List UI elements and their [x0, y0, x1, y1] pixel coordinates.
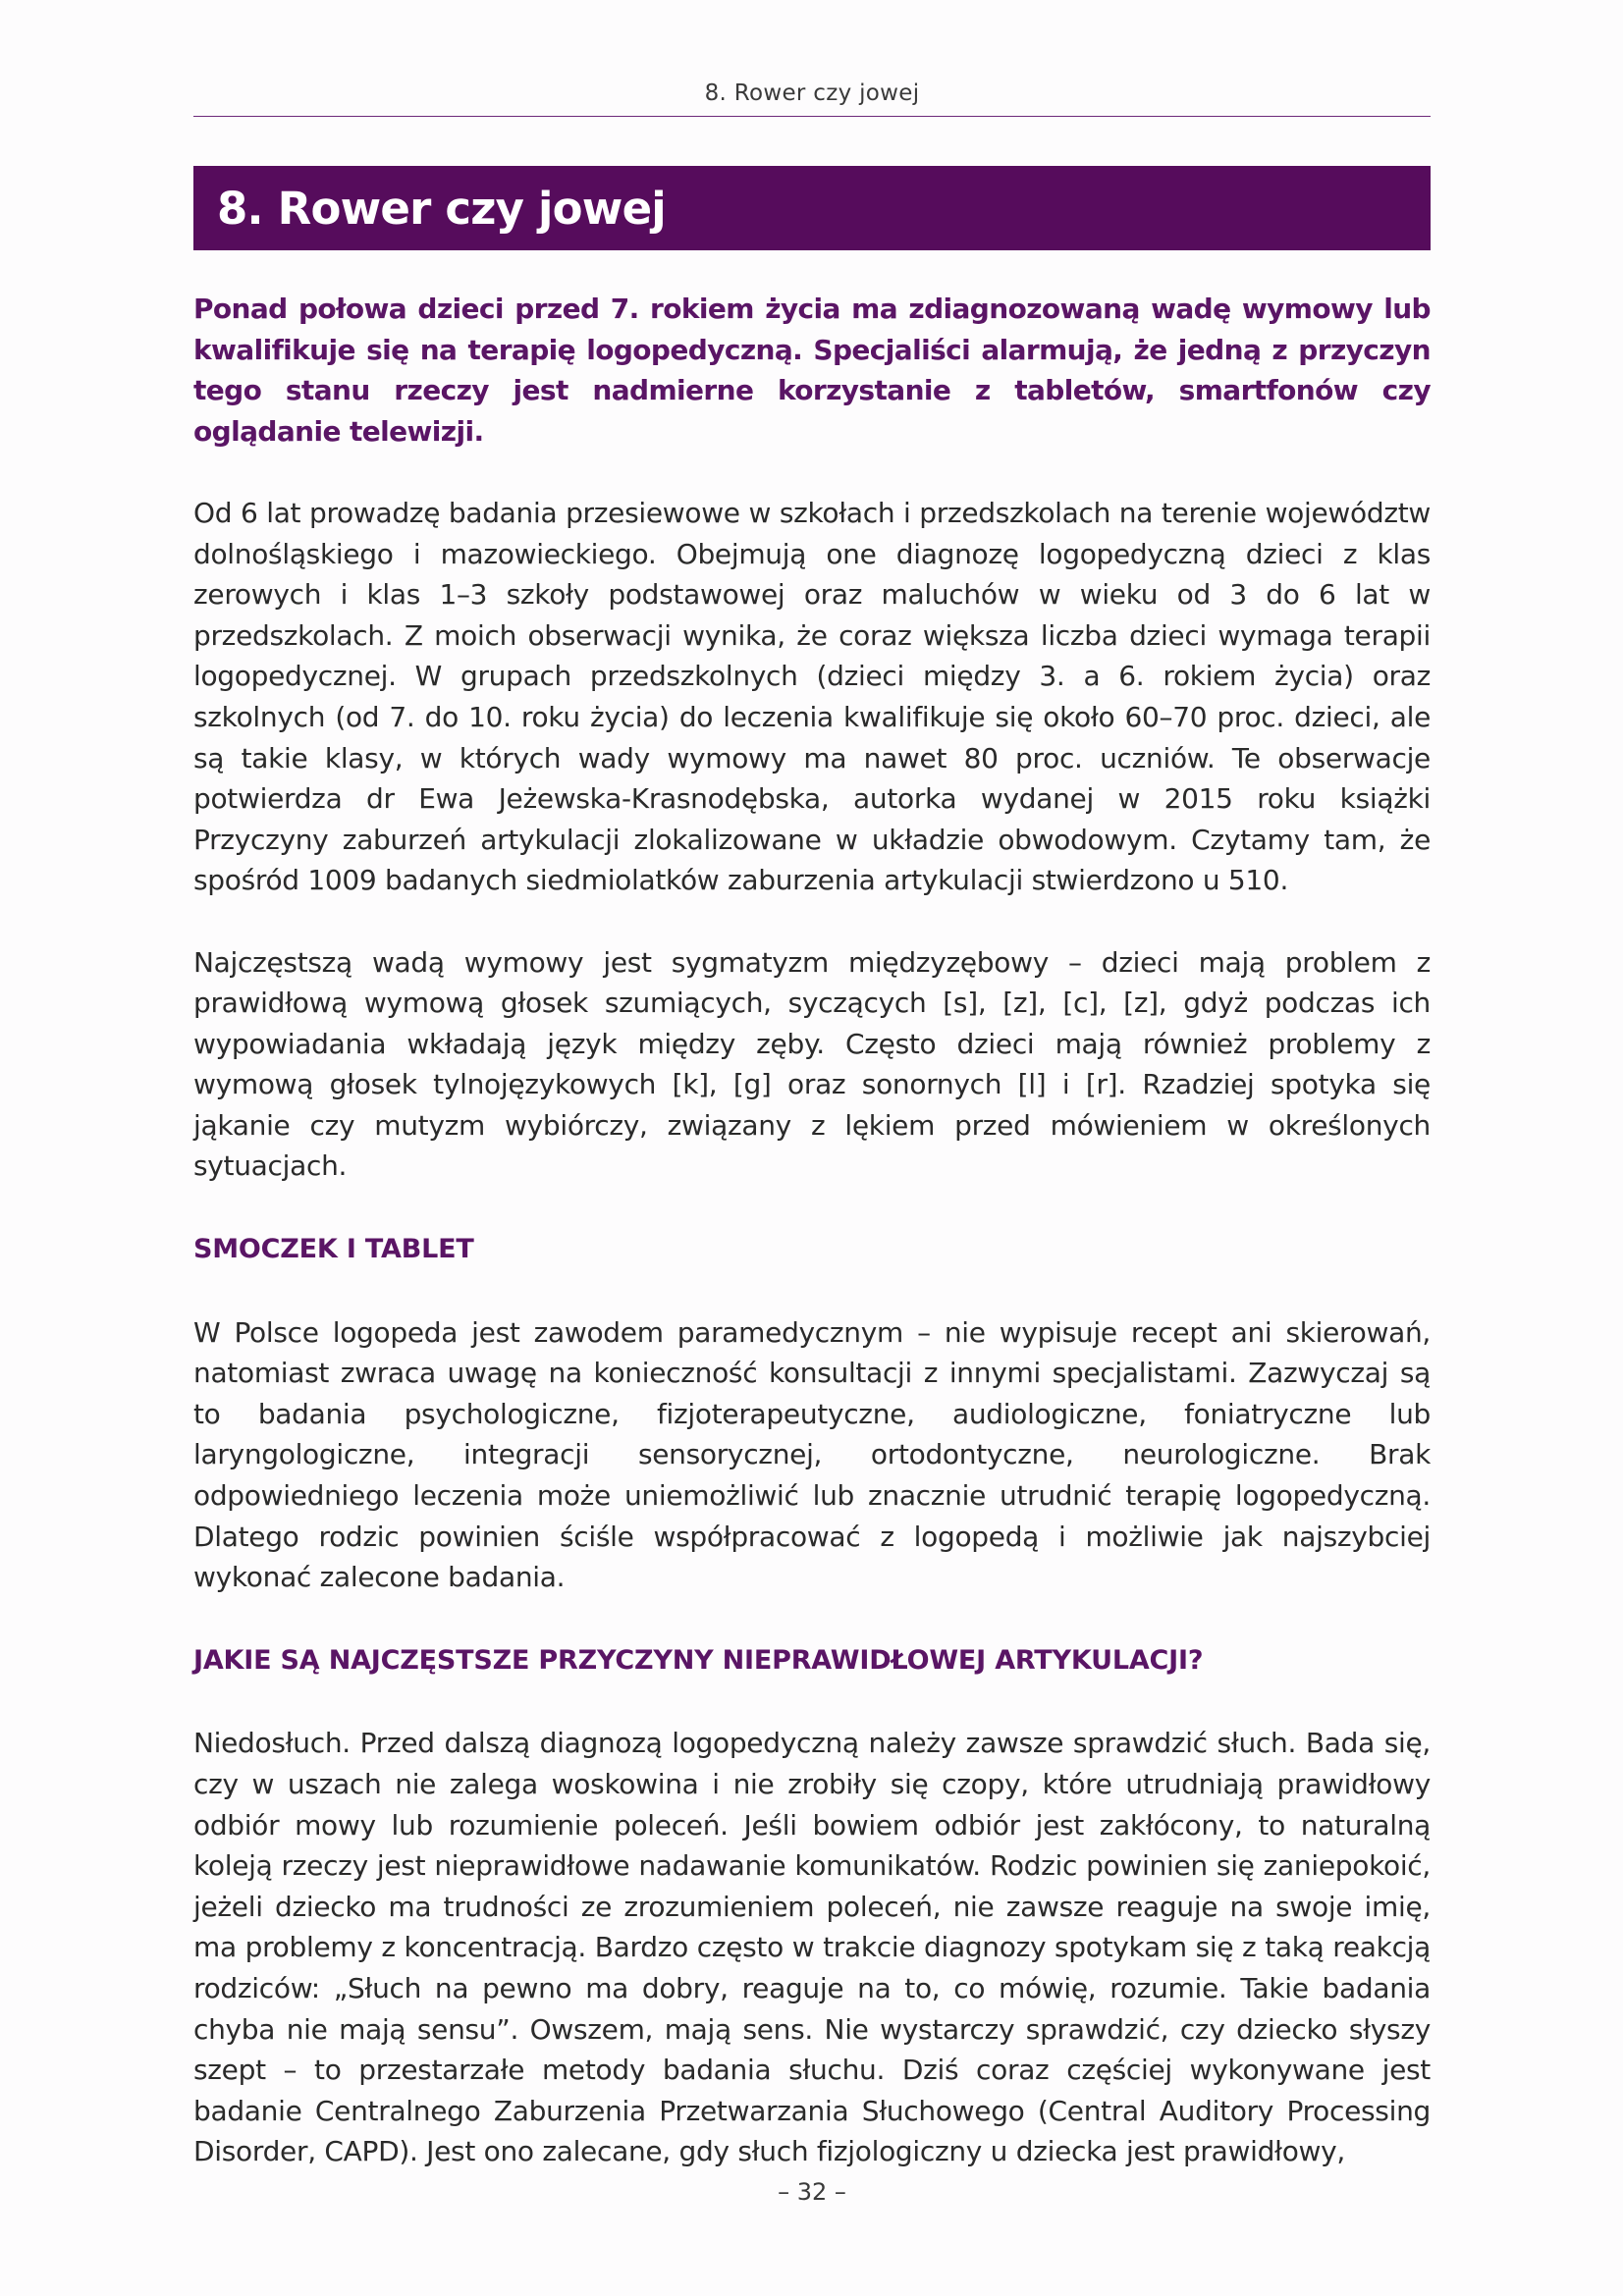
body-paragraph-2: Najczęstszą wadą wymowy jest sygmatyzm międzyzębowy – dzieci mają problem z prawidłową wymową głosek szumiących, syczących [s], [z], [c], [z], gdyż podczas ich wypowiadania wkładają język między zęby. Często dzieci mają również problemy z wymową głosek tylnojęzykowych [k], [g] oraz sonornych [l] i [r]. Rzadziej spotyka się jąkanie czy mutyzm wybiórczy, związany z lękiem przed mówieniem w określonych sytuacjach.: [193, 945, 1431, 1183]
chapter-title: 8. Rower czy jowej: [217, 182, 666, 235]
header-rule: [193, 116, 1431, 117]
page-body: [193, 289, 1431, 2172]
section-paragraph-przyczyny: Niedosłuch. Przed dalszą diagnozą logopedyczną należy zawsze sprawdzić słuch. Bada się, czy w uszach nie zalega woskowina i nie zrobiły się czopy, które utrudniają prawidłowy odbiór mowy lub rozumienie poleceń. Jeśli bowiem odbiór jest zakłócony, to naturalną koleją rzeczy jest nieprawidłowe nadawanie komunikatów. Rodzic powinien się zaniepokoić, jeżeli dziecko ma trudności ze zrozumieniem poleceń, nie zawsze reaguje na swoje imię, ma problemy z koncentracją. Bardzo często w trakcie diagnozy spotykam się z taką reakcją rodziców: „Słuch na pewno ma dobry, reaguje na to, co mówię, rozumie. Takie badania chyba nie mają sensu”. Owszem, mają sens. Nie wystarczy sprawdzić, czy dziecko słyszy szept – to przestarzałe metody badania słuchu. Dziś coraz częściej wykonywane jest badanie Centralnego Zaburzenia Przetwarzania Słuchowego (Central Auditory Processing Disorder, CAPD). Jest ono zalecane, gdy słuch fizjologiczny u dziecka jest prawidłowy,: [193, 1727, 1431, 2168]
running-header: 8. Rower czy jowej: [704, 80, 920, 106]
section-heading-przyczyny: JAKIE SĄ NAJCZĘSTSZE PRZYCZYNY NIEPRAWIDŁOWEJ ARTYKULACJI?: [193, 1644, 1204, 1676]
chapter-title-bar: [193, 166, 1431, 250]
section-heading-smoczek: SMOCZEK I TABLET: [193, 1234, 474, 1265]
lead-paragraph: Ponad połowa dzieci przed 7. rokiem życia ma zdiagnozowaną wadę wymowy lub kwalifikuje się na terapię logopedyczną. Specjaliści alarmują, że jedną z przyczyn tego stanu rzeczy jest nadmierne korzystanie z tabletów, smartfonów czy oglądanie telewizji.: [193, 293, 1431, 448]
body-paragraph-1: Od 6 lat prowadzę badania przesiewowe w szkołach i przedszkolach na terenie województw dolnośląskiego i mazowieckiego. Obejmują one diagnozę logopedyczną dzieci z klas zerowych i klas 1–3 szkoły podstawowej oraz maluchów w wieku od 3 do 6 lat w przedszkolach. Z moich obserwacji wynika, że coraz większa liczba dzieci wymaga terapii logopedycznej. W grupach przedszkolnych (dzieci między 3. a 6. rokiem życia) oraz szkolnych (od 7. do 10. roku życia) do leczenia kwalifikuje się około 60–70 proc. dzieci, ale są takie klasy, w których wady wymowy ma nawet 80 proc. uczniów. Te obserwacje potwierdza dr Ewa Jeżewska-Krasnodębska, autorka wydanej w 2015 roku książki Przyczyny zaburzeń artykulacji zlokalizowane w układzie obwodowym. Czytamy tam, że spośród 1009 badanych siedmiolatków zaburzenia artykulacji stwierdzono u 510.: [193, 496, 1431, 897]
section-paragraph-smoczek: W Polsce logopeda jest zawodem paramedycznym – nie wypisuje recept ani skierowań, natomiast zwraca uwagę na konieczność konsultacji z innymi specjalistami. Zazwyczaj są to badania psychologiczne, fizjoterapeutyczne, audiologiczne, foniatryczne lub laryngologiczne, integracji sensorycznej, ortodontyczne, neurologiczne. Brak odpowiedniego leczenia może uniemożliwić lub znacznie utrudnić terapię logopedyczną. Dlatego rodzic powinien ściśle współpracować z logopedą i możliwie jak najszybciej wykonać zalecone badania.: [193, 1315, 1431, 1594]
page-number: – 32 –: [778, 2178, 846, 2206]
